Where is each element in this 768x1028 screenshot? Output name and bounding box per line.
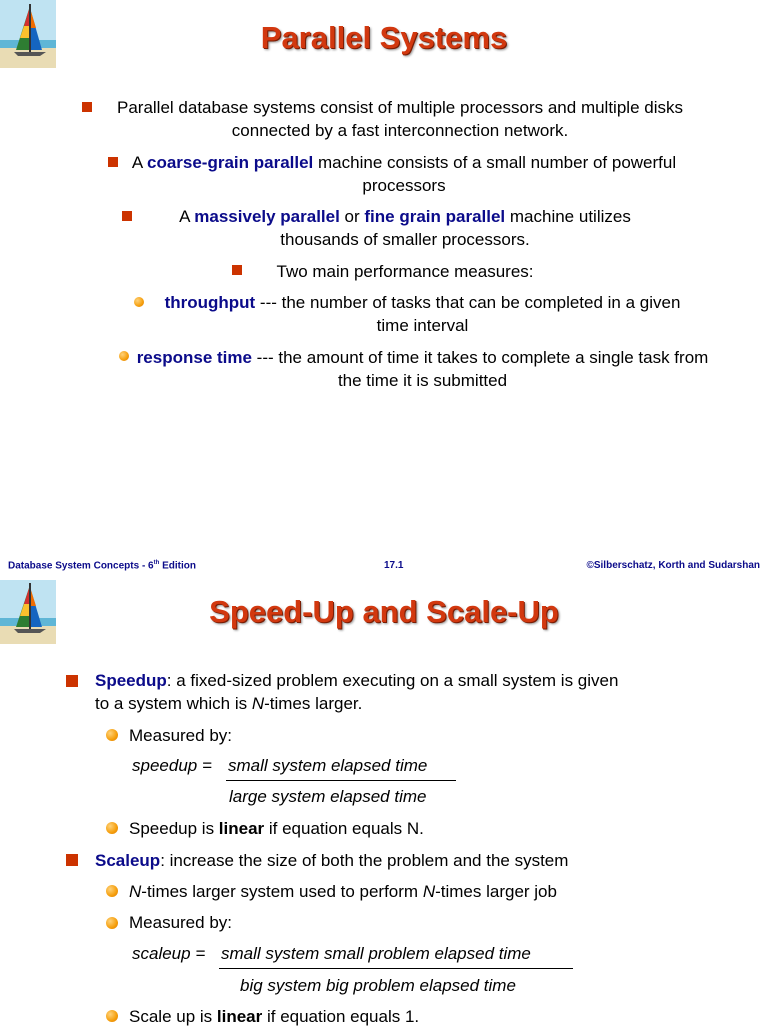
paragraph-throughput: throughput --- the number of tasks that can be completed in a given time interval	[164, 293, 681, 335]
fraction-bar	[219, 968, 573, 969]
speedup-denominator: large system elapsed time	[229, 787, 427, 806]
bullet-square-icon	[66, 675, 78, 687]
scaleup-line: Scaleup: increase the size of both the problem and the system	[95, 851, 569, 870]
paragraph-performance-measures: Two main performance measures:	[276, 262, 534, 281]
speedup-line1: Speedup: a fixed-sized problem executing on a small system is given	[95, 671, 619, 690]
bullet-circle-icon	[106, 729, 118, 741]
scaleup-numerator: small system small problem elapsed time	[221, 944, 531, 963]
term-response-time: response time	[136, 348, 252, 367]
slide-title: Parallel Systems	[260, 20, 508, 55]
speedup-lhs: speedup =	[132, 756, 212, 775]
paragraph-parallel-db: Parallel database systems consist of multiple processors and multiple disks connected by a fast interconnection network.	[117, 98, 683, 140]
bullet-circle-icon	[134, 297, 144, 307]
ntimes-line: N-times larger system used to perform N-times larger job	[129, 882, 557, 901]
paragraph-coarse-grain: A coarse-grain parallel machine consists of a small number of powerful processors	[131, 153, 677, 195]
paragraph-response-time: response time --- the amount of time it takes to complete a single task from the time it is submitted	[136, 348, 709, 390]
bullet-square-icon	[66, 854, 78, 866]
bullet-square-icon	[122, 211, 132, 221]
term-speedup: Speedup	[95, 671, 167, 690]
bullet-square-icon	[108, 157, 118, 167]
measured-by-label: Measured by:	[129, 726, 232, 745]
bullet-square-icon	[82, 102, 92, 112]
bullet-circle-icon	[106, 1010, 118, 1022]
footer-page-number: 17.1	[384, 560, 404, 571]
scaleup-linear-line: Scale up is linear if equation equals 1.	[129, 1007, 420, 1026]
scaleup-lhs: scaleup =	[132, 944, 206, 963]
measured-by-label: Measured by:	[129, 913, 232, 932]
term-throughput: throughput	[164, 293, 256, 312]
bullet-circle-icon	[119, 351, 129, 361]
paragraph-massively-parallel: A massively parallel or fine grain parallel machine utilizes thousands of smaller processors.	[179, 207, 631, 249]
term-fine-grain: fine grain parallel	[364, 207, 506, 226]
term-massively-parallel: massively parallel	[194, 207, 340, 226]
scaleup-denominator: big system big problem elapsed time	[240, 976, 516, 995]
speedup-line2: to a system which is N-times larger.	[95, 694, 363, 713]
speedup-numerator: small system elapsed time	[228, 756, 428, 775]
term-coarse-grain: coarse-grain parallel	[146, 153, 314, 172]
speedup-linear-line: Speedup is linear if equation equals N.	[129, 819, 424, 838]
bullet-square-icon	[232, 265, 242, 275]
bullet-circle-icon	[106, 822, 118, 834]
term-scaleup: Scaleup	[95, 851, 161, 870]
bullet-circle-icon	[106, 885, 118, 897]
fraction-bar	[226, 780, 456, 781]
footer-book-title: Database System Concepts - 6th Edition	[8, 560, 196, 572]
bullet-circle-icon	[106, 917, 118, 929]
slide-speedup-scaleup	[0, 580, 768, 1024]
slide-title: Speed-Up and Scale-Up	[209, 594, 559, 629]
footer-copyright: ©Silberschatz, Korth and Sudarshan	[586, 560, 760, 571]
